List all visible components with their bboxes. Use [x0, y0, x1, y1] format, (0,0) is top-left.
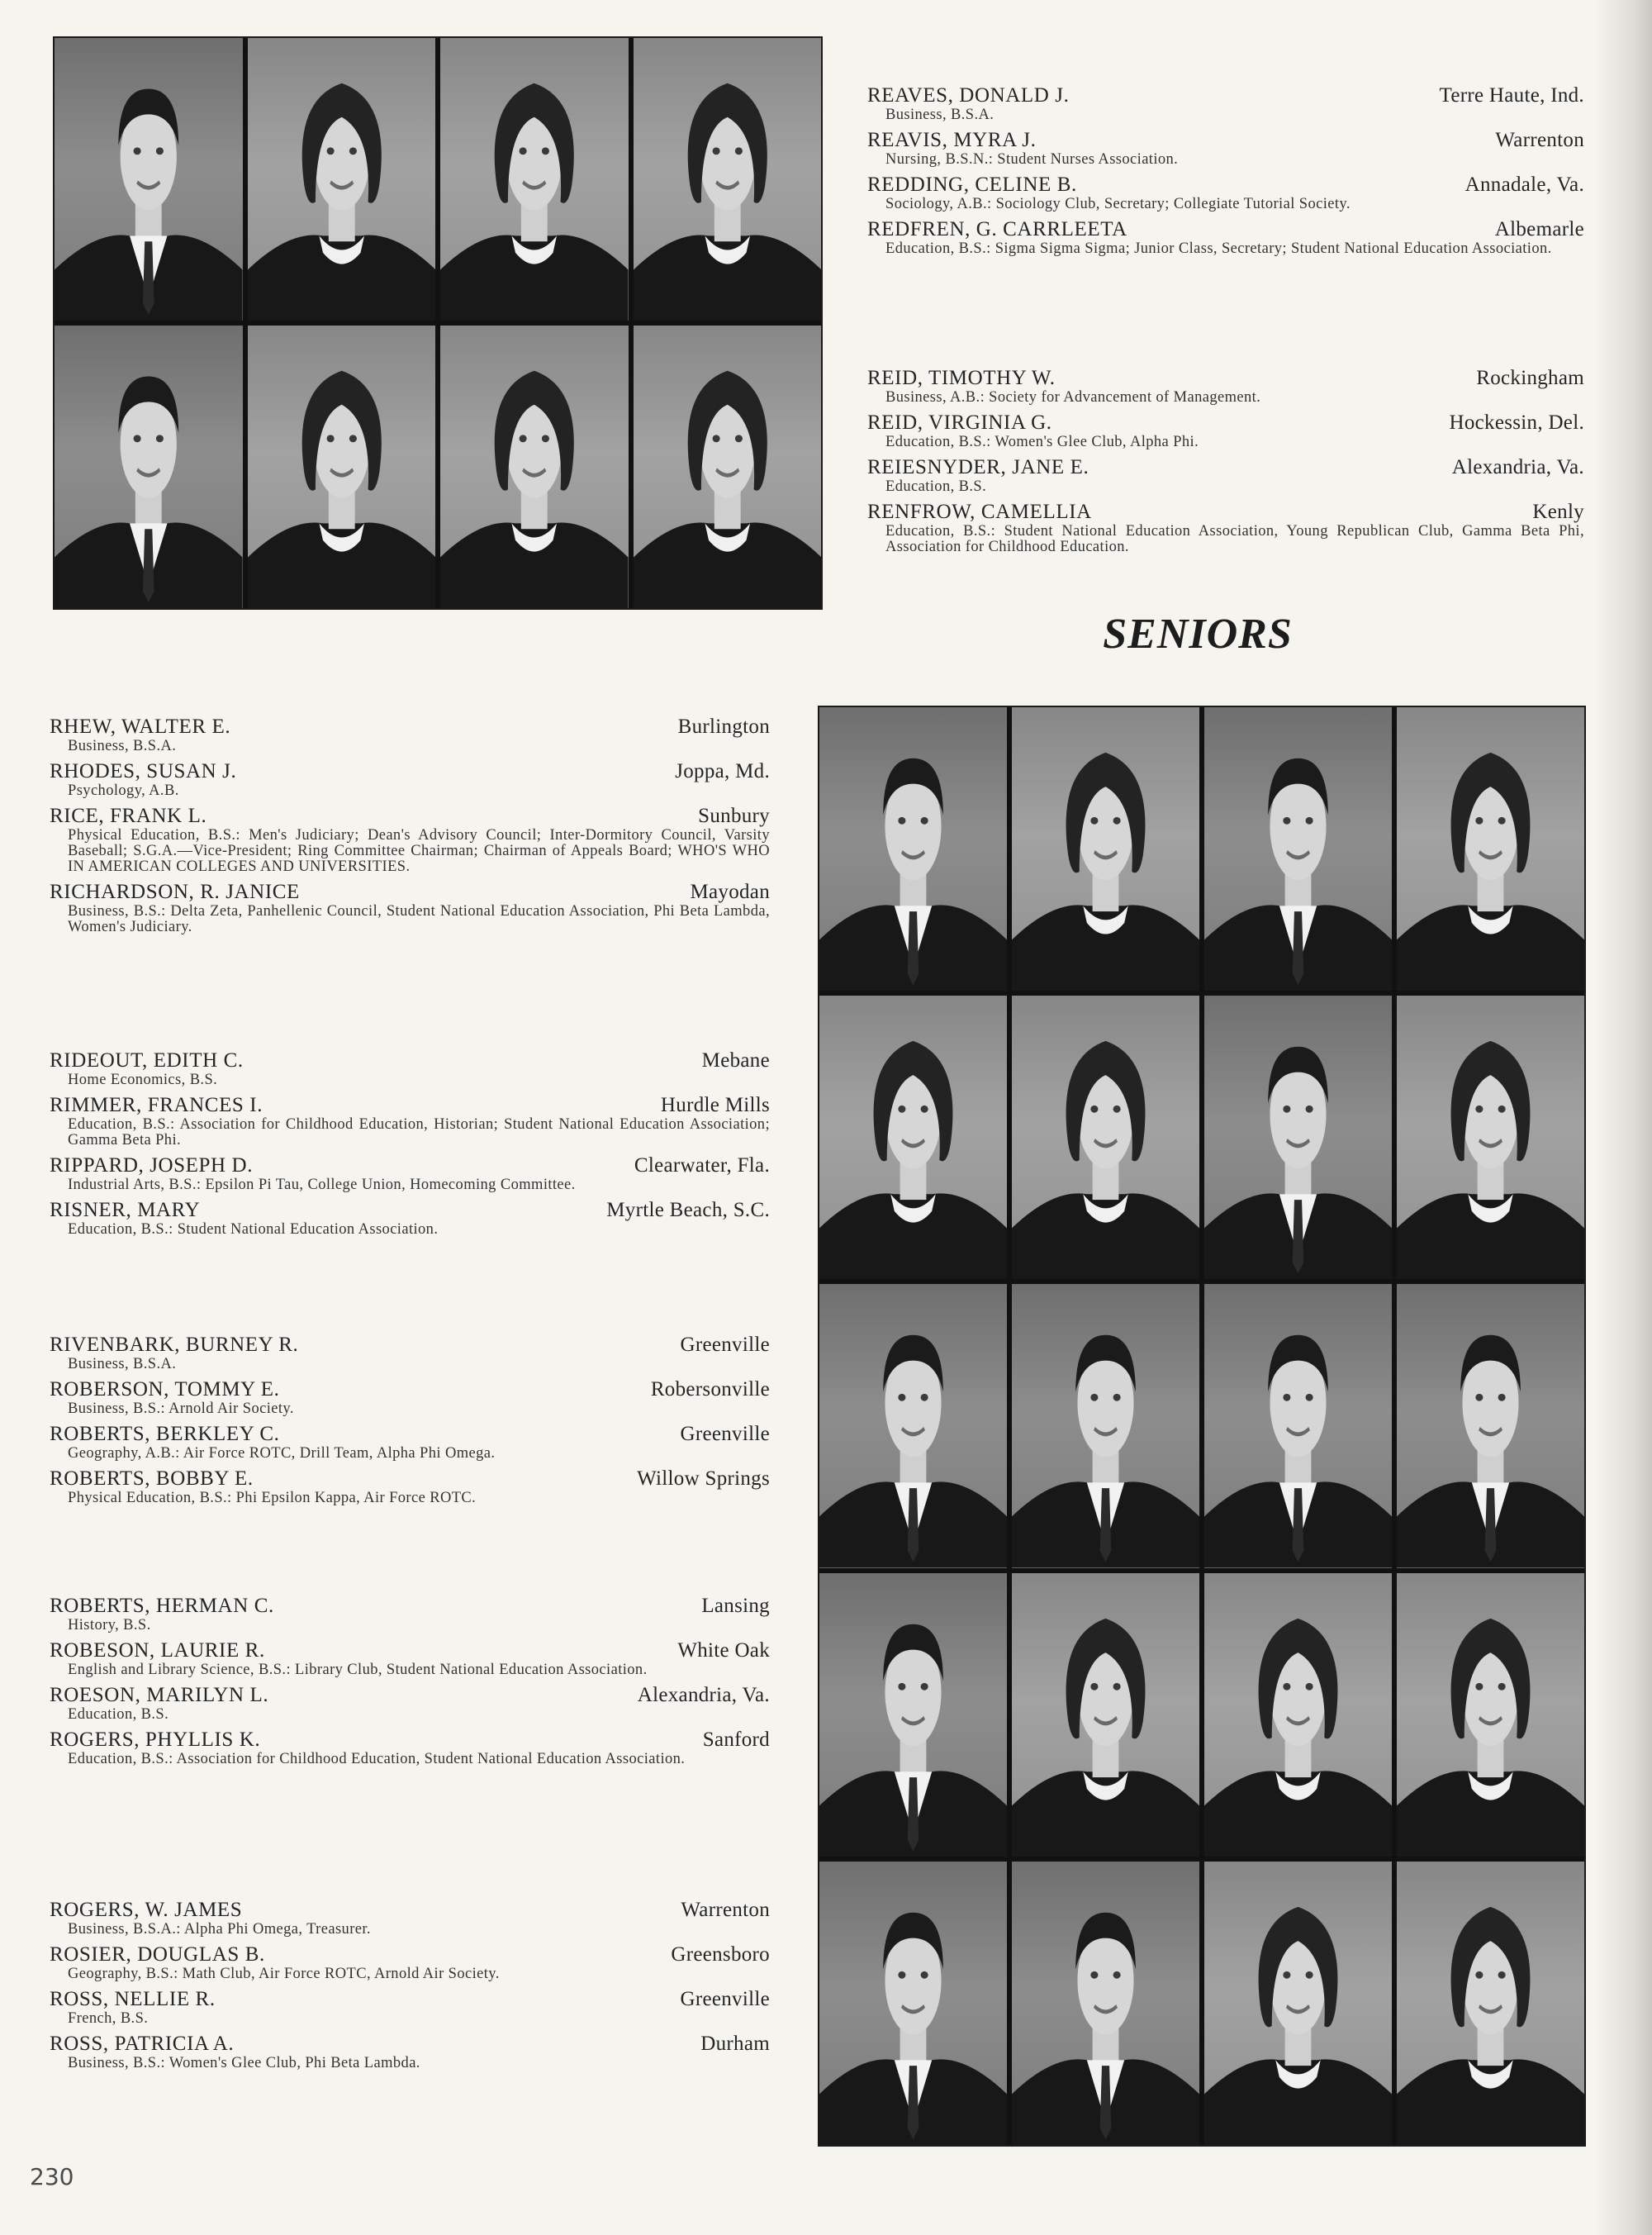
senior-entry	[867, 218, 1584, 257]
senior-entry	[50, 1334, 770, 1372]
portrait-photo	[1012, 707, 1199, 991]
student-details: Nursing, B.S.N.: Student Nurses Association.	[885, 151, 1179, 168]
portrait-figure	[819, 996, 1007, 1279]
portrait-figure	[819, 1284, 1007, 1567]
student-details: Education, B.S.	[885, 478, 987, 495]
senior-portrait-grid	[818, 706, 1586, 2147]
hometown: Annadale, Va.	[1464, 174, 1584, 196]
senior-entry	[867, 456, 1584, 495]
hometown: Greenville	[680, 1334, 770, 1356]
portrait-photo	[1397, 1862, 1584, 2145]
student-details: Education, B.S.: Association for Childhood Education, Historian; Student National Education Association; Gamma Beta Phi.	[68, 1116, 770, 1148]
hometown: Warrenton	[1495, 129, 1584, 151]
hometown: Alexandria, Va.	[1451, 456, 1584, 478]
student-name: ROSIER, DOUGLAS B.	[50, 1943, 265, 1966]
senior-entry	[50, 1094, 770, 1148]
senior-entry	[50, 1595, 770, 1633]
student-details: Business, B.S.: Women's Glee Club, Phi Beta Lambda.	[68, 2055, 420, 2071]
portrait-figure	[1397, 1862, 1584, 2145]
student-name: REIESNYDER, JANE E.	[867, 456, 1089, 478]
senior-entry	[867, 129, 1584, 168]
top-names-column	[867, 0, 1584, 595]
hometown: Hockessin, Del.	[1449, 411, 1584, 434]
name-row	[867, 411, 1584, 435]
hometown: Hurdle Mills	[660, 1094, 770, 1116]
portrait-photo	[819, 1284, 1007, 1567]
portrait-figure	[1204, 707, 1392, 991]
portrait-photo	[1204, 1862, 1392, 2145]
name-row	[50, 1639, 770, 1662]
student-name: REID, TIMOTHY W.	[867, 367, 1056, 389]
section-title: SENIORS	[1103, 611, 1293, 658]
portrait-photo	[1397, 996, 1584, 1279]
student-name: RIDEOUT, EDITH C.	[50, 1049, 244, 1072]
entry-group	[867, 367, 1584, 561]
student-details: Business, A.B.: Society for Advancement of Management.	[885, 389, 1261, 406]
student-details: Business, B.S.A.: Alpha Phi Omega, Treasurer.	[68, 1921, 371, 1938]
senior-entry	[50, 1684, 770, 1723]
student-details: Education, B.S.: Student National Education Association, Young Republican Club, Gamma Beta Phi, Association for Childhood Education.	[885, 523, 1584, 555]
student-details: Industrial Arts, B.S.: Epsilon Pi Tau, College Union, Homecoming Committee.	[68, 1177, 576, 1193]
portrait-figure	[1204, 1862, 1392, 2145]
senior-entry	[50, 1199, 770, 1238]
senior-names-column	[50, 0, 770, 2148]
student-name: REAVIS, MYRA J.	[867, 129, 1037, 151]
student-name: REAVES, DONALD J.	[867, 84, 1070, 107]
name-row	[50, 1049, 770, 1072]
senior-entry	[50, 1378, 770, 1417]
student-name: RIPPARD, JOSEPH D.	[50, 1154, 254, 1177]
portrait-figure	[819, 1573, 1007, 1857]
portrait-photo	[1012, 1862, 1199, 2145]
student-name: ROGERS, PHYLLIS K.	[50, 1729, 261, 1751]
senior-entry	[50, 1943, 770, 1982]
senior-entry	[50, 1729, 770, 1767]
portrait-photo	[1204, 707, 1392, 991]
name-row	[867, 367, 1584, 390]
student-details: Education, B.S.: Association for Childhood Education, Student National Education Association.	[68, 1751, 686, 1767]
page-number: 230	[30, 2163, 74, 2190]
student-details: Business, B.S.A.	[68, 738, 177, 754]
name-row	[50, 805, 770, 828]
hometown: Joppa, Md.	[675, 760, 770, 782]
senior-entry	[50, 2033, 770, 2071]
name-row	[50, 1988, 770, 2011]
student-name: ROBESON, LAURIE R.	[50, 1639, 265, 1662]
senior-entry	[867, 367, 1584, 406]
student-name: RENFROW, CAMELLIA	[867, 501, 1092, 523]
name-row	[50, 1094, 770, 1117]
name-row	[50, 1729, 770, 1752]
hometown: Rockingham	[1476, 367, 1584, 389]
student-details: Education, B.S.: Student National Education Association.	[68, 1221, 439, 1238]
student-details: Business, B.S.: Delta Zeta, Panhellenic Council, Student National Education Association, Phi Beta Lambda, Women's Judiciary.	[68, 903, 770, 935]
portrait-figure	[1397, 1284, 1584, 1567]
student-details: Business, B.S.A.	[68, 1356, 177, 1372]
name-row	[867, 84, 1584, 107]
hometown: Sanford	[702, 1729, 770, 1751]
portrait-figure	[819, 1862, 1007, 2145]
hometown: Warrenton	[681, 1899, 770, 1921]
student-name: RIVENBARK, BURNEY R.	[50, 1334, 299, 1356]
student-details: Education, B.S.	[68, 1706, 169, 1723]
portrait-photo	[1397, 1284, 1584, 1567]
senior-entry	[50, 805, 770, 875]
hometown: Kenly	[1532, 501, 1584, 523]
student-name: ROBERTS, HERMAN C.	[50, 1595, 274, 1617]
student-details: Psychology, A.B.	[68, 782, 179, 799]
student-name: RISNER, MARY	[50, 1199, 201, 1221]
student-name: RICHARDSON, R. JANICE	[50, 881, 300, 903]
hometown: Mebane	[701, 1049, 770, 1072]
hometown: Sunbury	[698, 805, 770, 827]
student-details: Physical Education, B.S.: Men's Judiciary; Dean's Advisory Council; Inter-Dormitory Council, Varsity Baseball; S.G.A.—Vice-President; Ring Committee Chairman; Chairman of Appeals Board; WHO'S WHO IN AMERICAN COLLEGES AND UNIVERSITIES.	[68, 827, 770, 875]
student-details: Physical Education, B.S.: Phi Epsilon Kappa, Air Force ROTC.	[68, 1490, 477, 1506]
entry-group	[50, 1595, 770, 1773]
name-row	[50, 881, 770, 904]
hometown: Greenville	[680, 1988, 770, 2010]
senior-entry	[50, 760, 770, 799]
student-details: Geography, A.B.: Air Force ROTC, Drill Team, Alpha Phi Omega.	[68, 1445, 496, 1462]
hometown: Lansing	[701, 1595, 770, 1617]
senior-entry	[50, 1423, 770, 1462]
portrait-photo	[819, 1862, 1007, 2145]
senior-entry	[50, 1049, 770, 1088]
student-details: Business, B.S.: Arnold Air Society.	[68, 1400, 294, 1417]
portrait-figure	[1012, 1284, 1199, 1567]
name-row	[50, 1423, 770, 1446]
hometown: Clearwater, Fla.	[634, 1154, 770, 1177]
student-name: ROBERTS, BERKLEY C.	[50, 1423, 280, 1445]
portrait-photo	[1397, 707, 1584, 991]
student-name: REDFREN, G. CARRLEETA	[867, 218, 1127, 240]
senior-entry	[50, 1639, 770, 1678]
student-name: RHODES, SUSAN J.	[50, 760, 237, 782]
portrait-photo	[1012, 1284, 1199, 1567]
portrait-photo	[1397, 1573, 1584, 1857]
entry-group	[50, 1334, 770, 1512]
entry-group	[50, 716, 770, 941]
senior-entry	[50, 881, 770, 935]
portrait-figure	[819, 707, 1007, 991]
name-row	[50, 760, 770, 783]
student-name: ROSS, NELLIE R.	[50, 1988, 216, 2010]
portrait-figure	[1397, 996, 1584, 1279]
hometown: White Oak	[677, 1639, 770, 1662]
portrait-figure	[1397, 707, 1584, 991]
student-name: ROSS, PATRICIA A.	[50, 2033, 235, 2055]
hometown: Albemarle	[1494, 218, 1584, 240]
student-details: Education, B.S.: Women's Glee Club, Alpha Phi.	[885, 434, 1199, 450]
name-row	[50, 1943, 770, 1966]
portrait-photo	[1204, 1573, 1392, 1857]
entry-group	[50, 1899, 770, 2077]
entry-group	[50, 1049, 770, 1244]
student-details: Home Economics, B.S.	[68, 1072, 218, 1088]
entry-group	[867, 84, 1584, 263]
student-details: French, B.S.	[68, 2010, 149, 2027]
name-row	[50, 1334, 770, 1357]
student-name: REID, VIRGINIA G.	[867, 411, 1052, 434]
senior-entry	[867, 174, 1584, 212]
hometown: Greensboro	[671, 1943, 770, 1966]
hometown: Robersonville	[650, 1378, 770, 1400]
senior-entry	[50, 1467, 770, 1506]
name-row	[50, 2033, 770, 2056]
name-row	[50, 1378, 770, 1401]
senior-entry	[867, 501, 1584, 555]
name-row	[867, 456, 1584, 479]
portrait-figure	[1204, 1573, 1392, 1857]
portrait-figure	[1012, 1862, 1199, 2145]
portrait-figure	[1204, 1284, 1392, 1567]
student-name: ROGERS, W. JAMES	[50, 1899, 243, 1921]
hometown: Terre Haute, Ind.	[1439, 84, 1584, 107]
senior-entry	[50, 1988, 770, 2027]
student-name: RICE, FRANK L.	[50, 805, 207, 827]
student-details: History, B.S.	[68, 1617, 151, 1633]
name-row	[867, 174, 1584, 197]
student-name: ROBERTS, BOBBY E.	[50, 1467, 254, 1490]
portrait-figure	[1012, 707, 1199, 991]
name-row	[50, 1899, 770, 1922]
student-details: Education, B.S.: Sigma Sigma Sigma; Junior Class, Secretary; Student National Education Association.	[885, 240, 1552, 257]
student-details: Business, B.S.A.	[885, 107, 995, 123]
student-details: English and Library Science, B.S.: Library Club, Student National Education Association.	[68, 1662, 648, 1678]
portrait-photo	[1012, 1573, 1199, 1857]
name-row	[867, 501, 1584, 524]
portrait-figure	[1204, 996, 1392, 1279]
name-row	[50, 1467, 770, 1491]
name-row	[867, 218, 1584, 241]
portrait-photo	[819, 1573, 1007, 1857]
senior-entry	[50, 1154, 770, 1193]
senior-entry	[867, 411, 1584, 450]
name-row	[50, 1154, 770, 1177]
portrait-photo	[1204, 1284, 1392, 1567]
portrait-photo	[819, 707, 1007, 991]
student-details: Sociology, A.B.: Sociology Club, Secretary; Collegiate Tutorial Society.	[885, 196, 1351, 212]
student-name: RHEW, WALTER E.	[50, 716, 231, 738]
senior-entry	[50, 1899, 770, 1938]
student-name: RIMMER, FRANCES I.	[50, 1094, 263, 1116]
hometown: Mayodan	[690, 881, 770, 903]
name-row	[50, 1199, 770, 1222]
senior-entry	[867, 84, 1584, 123]
hometown: Burlington	[677, 716, 770, 738]
student-name: ROBERSON, TOMMY E.	[50, 1378, 280, 1400]
portrait-photo	[1012, 996, 1199, 1279]
portrait-figure	[1012, 1573, 1199, 1857]
portrait-photo	[1204, 996, 1392, 1279]
name-row	[50, 1595, 770, 1618]
hometown: Myrtle Beach, S.C.	[606, 1199, 770, 1221]
hometown: Greenville	[680, 1423, 770, 1445]
portrait-photo	[819, 996, 1007, 1279]
portrait-figure	[1397, 1573, 1584, 1857]
name-row	[50, 1684, 770, 1707]
senior-entry	[50, 716, 770, 754]
name-row	[50, 716, 770, 739]
name-row	[867, 129, 1584, 152]
portrait-figure	[1012, 996, 1199, 1279]
hometown: Alexandria, Va.	[637, 1684, 770, 1706]
page-binding-shadow	[1594, 0, 1652, 2235]
student-name: REDDING, CELINE B.	[867, 174, 1077, 196]
hometown: Willow Springs	[637, 1467, 770, 1490]
hometown: Durham	[700, 2033, 770, 2055]
student-details: Geography, B.S.: Math Club, Air Force ROTC, Arnold Air Society.	[68, 1966, 500, 1982]
student-name: ROESON, MARILYN L.	[50, 1684, 269, 1706]
